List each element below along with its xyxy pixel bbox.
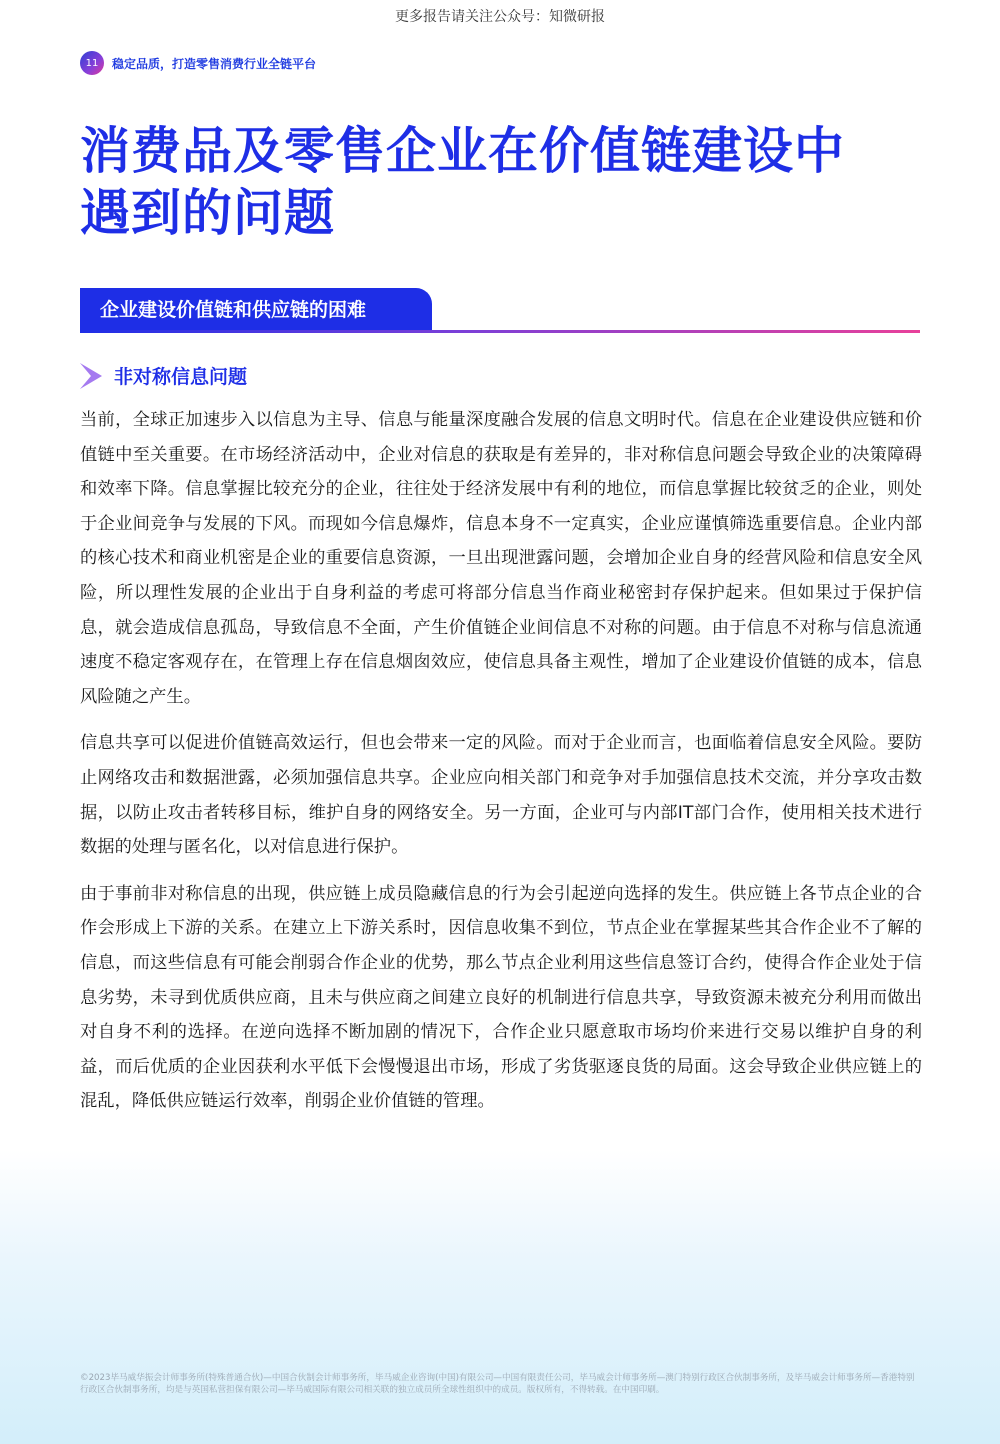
page-number-badge: 11: [80, 51, 104, 75]
page-tag: [80, 51, 316, 75]
watermark-text: 更多报告请关注公众号：知微研报: [395, 9, 605, 25]
section-header: [80, 288, 920, 334]
subheading: [80, 362, 247, 389]
section-title: 企业建设价值链和供应链的困难: [80, 288, 432, 332]
paragraph: 由于事前非对称信息的出现，供应链上成员隐藏信息的行为会引起逆向选择的发生。供应链上各节点企业的合作会形成上下游的关系。在建立上下游关系时，因信息收集不到位，节点企业在掌握某些其合作企业不了解的信息，而这些信息有可能会削弱合作企业的优势，那么节点企业利用这些信息签订合约，使得合作企业处于信息劣势，未寻到优质供应商，且未与供应商之间建立良好的机制进行信息共享，导致资源未被充分利用而做出对自身不利的选择。在逆向选择不断加剧的情况下，合作企业只愿意取市场均价来进行交易以维护自身的利益，而后优质的企业因获利水平低下会慢慢退出市场，形成了劣货驱逐良货的局面。这会导致企业供应链上的混乱，降低供应链运行效率，削弱企业价值链的管理。: [80, 883, 922, 1112]
page-title-line-2: 遇到的问题: [80, 184, 335, 242]
body-text: [80, 403, 922, 1131]
page-title-line-1: 消费品及零售企业在价值链建设中: [80, 122, 845, 180]
section-divider: [80, 330, 920, 333]
subheading-text: 非对称信息问题: [114, 366, 248, 388]
paragraph: 当前，全球正加速步入以信息为主导、信息与能量深度融合发展的信息文明时代。信息在企业建设供应链和价值链中至关重要。在市场经济活动中，企业对信息的获取是有差异的，非对称信息问题会导致企业的决策障碍和效率下降。信息掌握比较充分的企业，往往处于经济发展中有利的地位，而信息掌握比较贫乏的企业，则处于企业间竞争与发展的下风。而现如今信息爆炸，信息本身不一定真实，企业应谨慎筛选重要信息。企业内部的核心技术和商业机密是企业的重要信息资源，一旦出现泄露问题，会增加企业自身的经营风险和信息安全风险，所以理性发展的企业出于自身利益的考虑可将部分信息当作商业秘密封存保护起来。但如果过于保护信息，就会造成信息孤岛，导致信息不全面，产生价值链企业间信息不对称的问题。由于信息不对称与信息流通速度不稳定客观存在，在管理上存在信息烟囱效应，使信息具备主观性，增加了企业建设价值链的成本，信息风险随之产生。: [80, 410, 922, 707]
page-tagline: 稳定品质，打造零售消费行业全链平台: [112, 56, 317, 71]
page-title: [80, 120, 920, 244]
chevron-right-icon: [80, 363, 102, 389]
paragraph: 信息共享可以促进价值链高效运行，但也会带来一定的风险。而对于企业而言，也面临着信息安全风险。要防止网络攻击和数据泄露，必须加强信息共享。企业应向相关部门和竞争对手加强信息技术交流，并分享攻击数据，以防止攻击者转移目标，维护自身的网络安全。另一方面，企业可与内部IT部门合作，使用相关技术进行数据的处理与匿名化，以对信息进行保护。: [80, 733, 922, 858]
footer-copyright: ©2023毕马威华振会计师事务所(特殊普通合伙)—中国合伙制会计师事务所，毕马威企业咨询(中国)有限公司—中国有限责任公司，毕马威会计师事务所—澳门特别行政区合伙制事务所，及毕马威会计师事务所—香港特别行政区合伙制事务所，均是与英国私营担保有限公司—毕马威国际有限公司相关联的独立成员所全球性组织中的成员。版权所有，不得转载。在中国印刷。: [80, 1373, 915, 1395]
